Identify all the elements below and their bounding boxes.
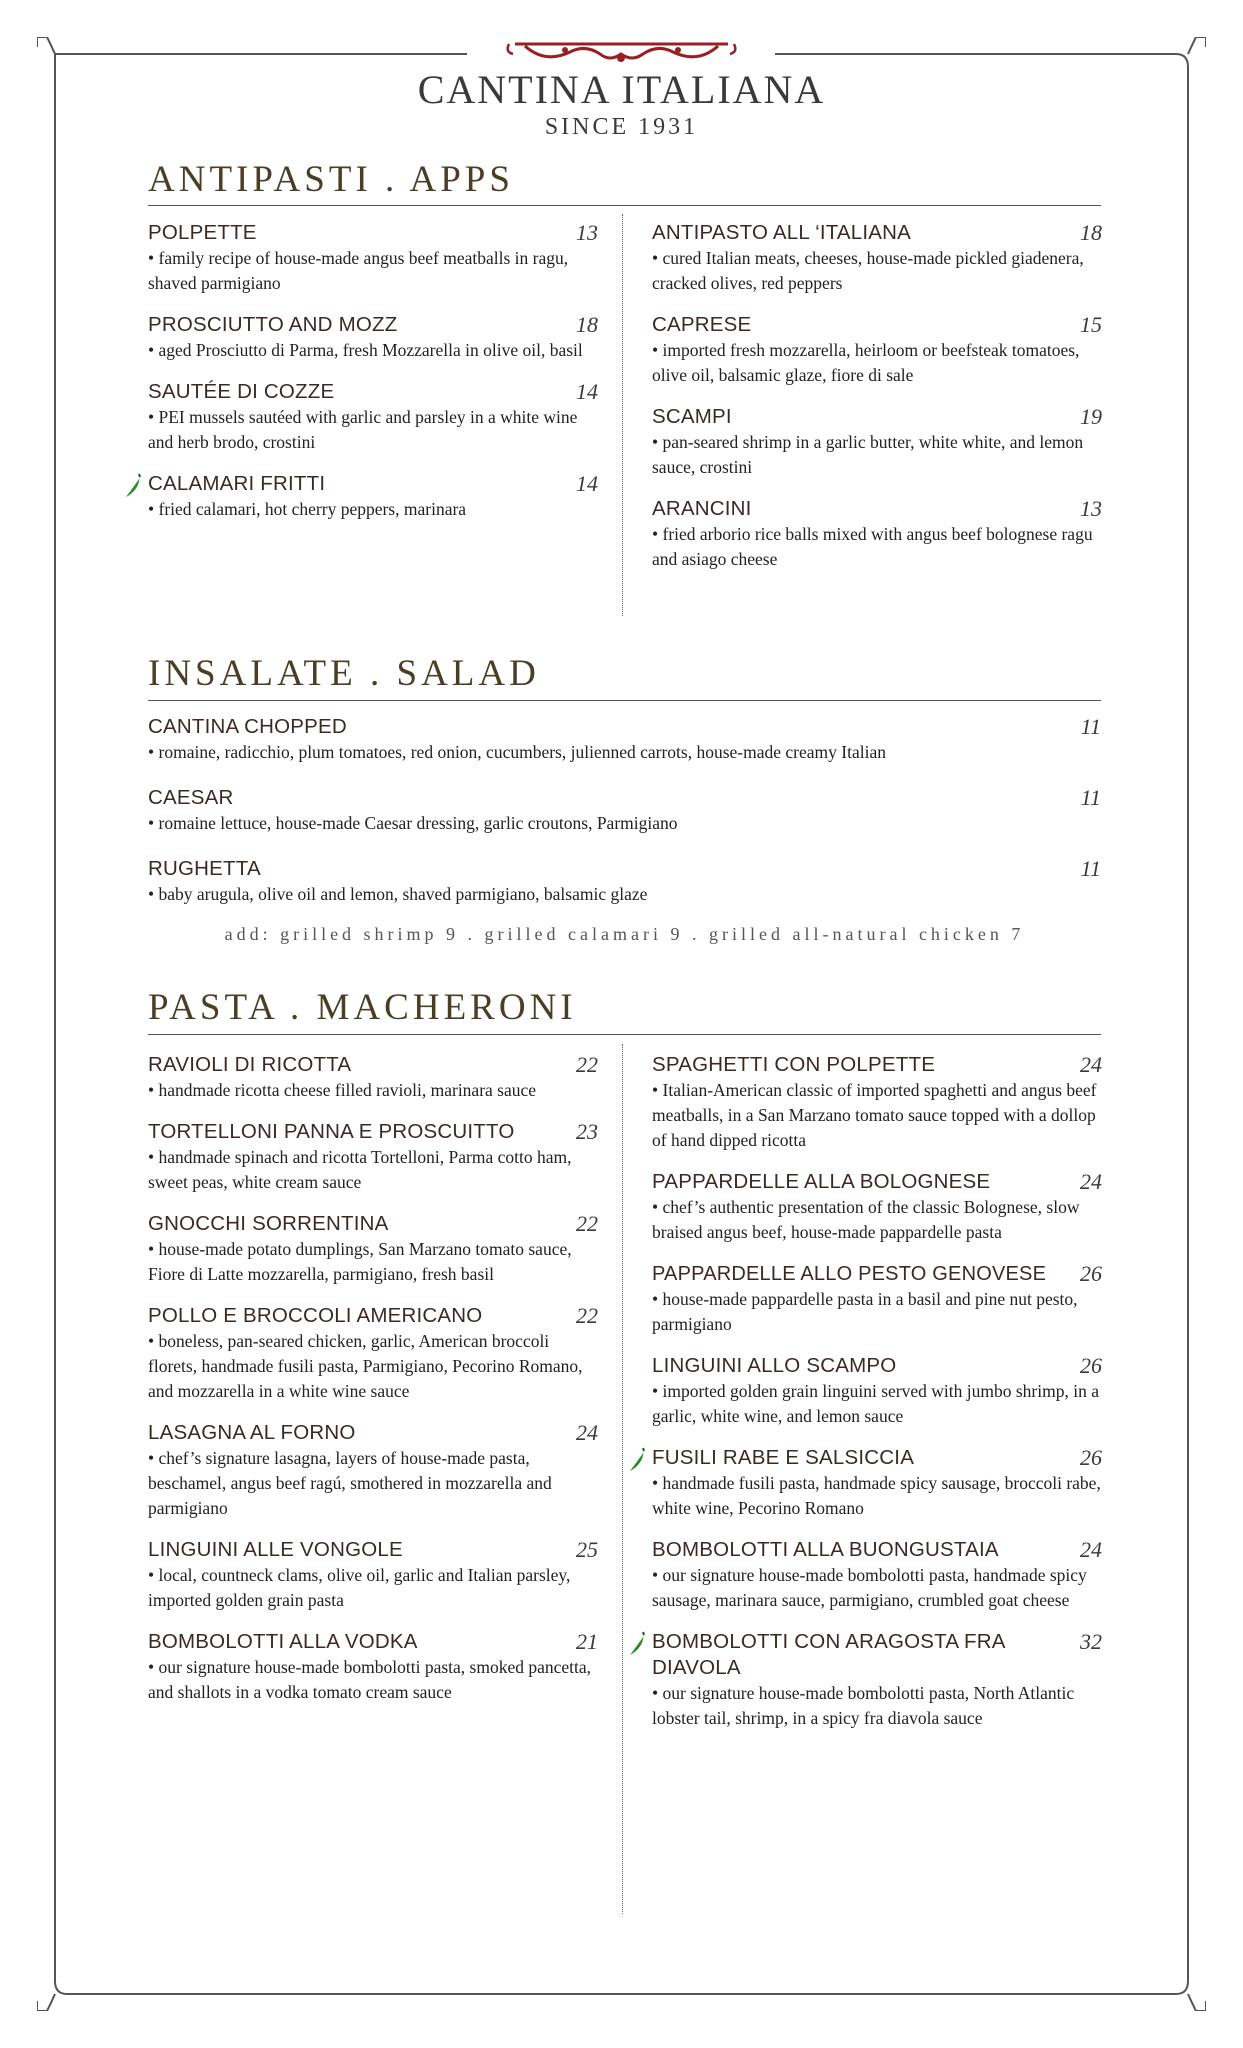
- item-price: 11: [1080, 714, 1101, 739]
- item-name: LASAGNA AL FORNO: [148, 1421, 356, 1444]
- item-price: 32: [1080, 1629, 1102, 1654]
- menu-item: [148, 471, 598, 522]
- item-name: POLLO E BROCCOLI AMERICANO: [148, 1304, 483, 1327]
- item-description: • our signature house-made bombolotti pasta, North Atlantic lobster tail, shrimp, in a spicy fra diavola sauce: [652, 1683, 1075, 1728]
- menu-item: [148, 1629, 598, 1705]
- antipasti-left-column: [148, 220, 598, 538]
- item-description: • boneless, pan-seared chicken, garlic, American broccoli florets, handmade fusili pasta, Parmigiano, Pecorino Romano, and mozzarella in a white wine sauce: [148, 1331, 583, 1401]
- item-name: LINGUINI ALLO SCAMPO: [652, 1354, 897, 1377]
- menu-item: [148, 312, 598, 363]
- menu-item: [652, 1537, 1102, 1613]
- chili-pepper-icon: [628, 1447, 646, 1473]
- item-name: SCAMPI: [652, 405, 732, 428]
- item-description: • house-made potato dumplings, San Marzano tomato sauce, Fiore di Latte mozzarella, parmigiano, fresh basil: [148, 1239, 572, 1284]
- item-name: SPAGHETTI CON POLPETTE: [652, 1053, 936, 1076]
- item-price: 11: [1080, 856, 1101, 881]
- item-description: • fried calamari, hot cherry peppers, marinara: [148, 499, 467, 519]
- chili-pepper-icon: [124, 473, 142, 499]
- menu-item: [652, 1353, 1102, 1429]
- section-title-pasta: PASTA . MACHERONI: [148, 987, 577, 1028]
- menu-item: [652, 496, 1102, 572]
- item-price: 23: [576, 1119, 598, 1144]
- item-name: BOMBOLOTTI ALLA VODKA: [148, 1630, 418, 1653]
- menu-item: [148, 1537, 598, 1613]
- item-price: 14: [576, 379, 598, 404]
- item-description: • romaine, radicchio, plum tomatoes, red onion, cucumbers, julienned carrots, house-made creamy Italian: [148, 742, 886, 762]
- item-description: • family recipe of house-made angus beef meatballs in ragu, shaved parmigiano: [148, 248, 569, 293]
- item-description: • chef’s authentic presentation of the classic Bolognese, slow braised angus beef, house-made pappardelle pasta: [652, 1197, 1080, 1242]
- salad-add-ons: add: grilled shrimp 9 . grilled calamari 9 . grilled all-natural chicken 7: [224, 924, 1025, 944]
- item-description: • baby arugula, olive oil and lemon, shaved parmigiano, balsamic glaze: [148, 884, 648, 904]
- menu-item: [148, 1303, 598, 1404]
- item-price: 21: [576, 1629, 598, 1654]
- item-price: 26: [1080, 1353, 1102, 1378]
- item-price: 22: [576, 1211, 598, 1236]
- item-name: RUGHETTA: [148, 857, 261, 880]
- item-name: TORTELLONI PANNA E PROSCUITTO: [148, 1120, 515, 1143]
- menu-item: [148, 1119, 598, 1195]
- item-price: 13: [576, 220, 598, 245]
- item-description: • cured Italian meats, cheeses, house-made pickled giadenera, cracked olives, red peppers: [652, 248, 1084, 293]
- item-description: • our signature house-made bombolotti pasta, handmade spicy sausage, marinara sauce, parmigiano, crumbled goat cheese: [652, 1565, 1087, 1610]
- item-price: 11: [1080, 785, 1101, 810]
- item-description: • handmade ricotta cheese filled ravioli, marinara sauce: [148, 1080, 537, 1100]
- item-description: • house-made pappardelle pasta in a basil and pine nut pesto, parmigiano: [652, 1289, 1078, 1334]
- menu-item: [148, 220, 598, 296]
- item-name: POLPETTE: [148, 221, 257, 244]
- column-divider: [622, 1044, 623, 1914]
- item-name: CANTINA CHOPPED: [148, 715, 347, 738]
- item-price: 18: [576, 312, 598, 337]
- menu-item: [148, 379, 598, 455]
- section-rule: [148, 700, 1101, 701]
- item-description: • Italian-American classic of imported spaghetti and angus beef meatballs, in a San Marzano tomato sauce topped with a dollop of hand dipped ricotta: [652, 1080, 1097, 1150]
- item-name: RAVIOLI DI RICOTTA: [148, 1053, 352, 1076]
- item-name: PROSCIUTTO AND MOZZ: [148, 313, 398, 336]
- item-name: CAPRESE: [652, 313, 752, 336]
- item-name: LINGUINI ALLE VONGOLE: [148, 1538, 403, 1561]
- item-name: ANTIPASTO ALL ‘ITALIANA: [652, 221, 912, 244]
- pasta-right-column: [652, 1052, 1102, 1747]
- item-price: 22: [576, 1303, 598, 1328]
- item-name: CALAMARI FRITTI: [148, 472, 326, 495]
- item-price: 25: [576, 1537, 598, 1562]
- menu-item: [652, 1445, 1102, 1521]
- menu-item: [652, 1052, 1102, 1153]
- item-description: • imported golden grain linguini served with jumbo shrimp, in a garlic, white wine, and lemon sauce: [652, 1381, 1099, 1426]
- insalate-list: [148, 714, 1101, 923]
- item-price: 22: [576, 1052, 598, 1077]
- item-description: • handmade fusili pasta, handmade spicy sausage, broccoli rabe, white wine, Pecorino Romano: [652, 1473, 1101, 1518]
- item-description: • PEI mussels sautéed with garlic and parsley in a white wine and herb brodo, crostini: [148, 407, 578, 452]
- restaurant-name: CANTINA ITALIANA: [417, 67, 826, 112]
- item-price: 13: [1080, 496, 1102, 521]
- item-name: BOMBOLOTTI CON ARAGOSTA FRA DIAVOLA: [652, 1630, 1005, 1679]
- item-name: FUSILI RABE E SALSICCIA: [652, 1446, 915, 1469]
- item-price: 24: [1080, 1169, 1102, 1194]
- item-price: 15: [1080, 312, 1102, 337]
- item-description: • imported fresh mozzarella, heirloom or beefsteak tomatoes, olive oil, balsamic glaze, fiore di sale: [652, 340, 1080, 385]
- item-price: 24: [1080, 1537, 1102, 1562]
- item-description: • handmade spinach and ricotta Tortelloni, Parma cotto ham, sweet peas, white cream sauce: [148, 1147, 572, 1192]
- item-description: • aged Prosciutto di Parma, fresh Mozzarella in olive oil, basil: [148, 340, 583, 360]
- chili-pepper-icon: [628, 1631, 646, 1657]
- item-description: • fried arborio rice balls mixed with angus beef bolognese ragu and asiago cheese: [652, 524, 1093, 569]
- item-price: 26: [1080, 1445, 1102, 1470]
- item-name: ARANCINI: [652, 497, 752, 520]
- menu-item: [652, 1629, 1102, 1731]
- item-price: 26: [1080, 1261, 1102, 1286]
- item-description: • chef’s signature lasagna, layers of house-made pasta, beschamel, angus beef ragú, smothered in mozzarella and parmigiano: [148, 1448, 552, 1518]
- pasta-left-column: [148, 1052, 598, 1721]
- menu-item: [148, 1420, 598, 1521]
- since-year: SINCE 1931: [544, 114, 699, 140]
- section-rule: [148, 205, 1101, 206]
- menu-item: [652, 220, 1102, 296]
- item-price: 24: [576, 1420, 598, 1445]
- menu-item: [652, 1261, 1102, 1337]
- ornament-flourish: [505, 38, 738, 68]
- item-name: PAPPARDELLE ALLA BOLOGNESE: [652, 1170, 991, 1193]
- menu-item: [148, 714, 1101, 765]
- item-description: • local, countneck clams, olive oil, garlic and Italian parsley, imported golden grain pasta: [148, 1565, 571, 1610]
- menu-item: [148, 1052, 598, 1103]
- item-name: PAPPARDELLE ALLO PESTO GENOVESE: [652, 1263, 1047, 1285]
- antipasti-right-column: [652, 220, 1102, 588]
- column-divider: [622, 214, 623, 616]
- menu-item: [148, 785, 1101, 836]
- item-description: • our signature house-made bombolotti pasta, smoked pancetta, and shallots in a vodka tomato cream sauce: [148, 1657, 592, 1702]
- menu-item: [148, 1211, 598, 1287]
- item-name: BOMBOLOTTI ALLA BUONGUSTAIA: [652, 1538, 999, 1561]
- item-name: CAESAR: [148, 786, 234, 809]
- section-rule: [148, 1034, 1101, 1035]
- item-price: 18: [1080, 220, 1102, 245]
- section-title-antipasti: ANTIPASTI . APPS: [148, 159, 514, 200]
- item-description: • pan-seared shrimp in a garlic butter, white white, and lemon sauce, crostini: [652, 432, 1084, 477]
- section-title-insalate: INSALATE . SALAD: [148, 653, 540, 694]
- item-description: • romaine lettuce, house-made Caesar dressing, garlic croutons, Parmigiano: [148, 813, 678, 833]
- menu-item: [652, 312, 1102, 388]
- item-name: GNOCCHI SORRENTINA: [148, 1212, 389, 1235]
- menu-item: [148, 856, 1101, 907]
- item-price: 24: [1080, 1052, 1102, 1077]
- menu-item: [652, 1169, 1102, 1245]
- item-price: 14: [576, 471, 598, 496]
- item-name: SAUTÉE DI COZZE: [148, 380, 335, 403]
- menu-item: [652, 404, 1102, 480]
- item-price: 19: [1080, 404, 1102, 429]
